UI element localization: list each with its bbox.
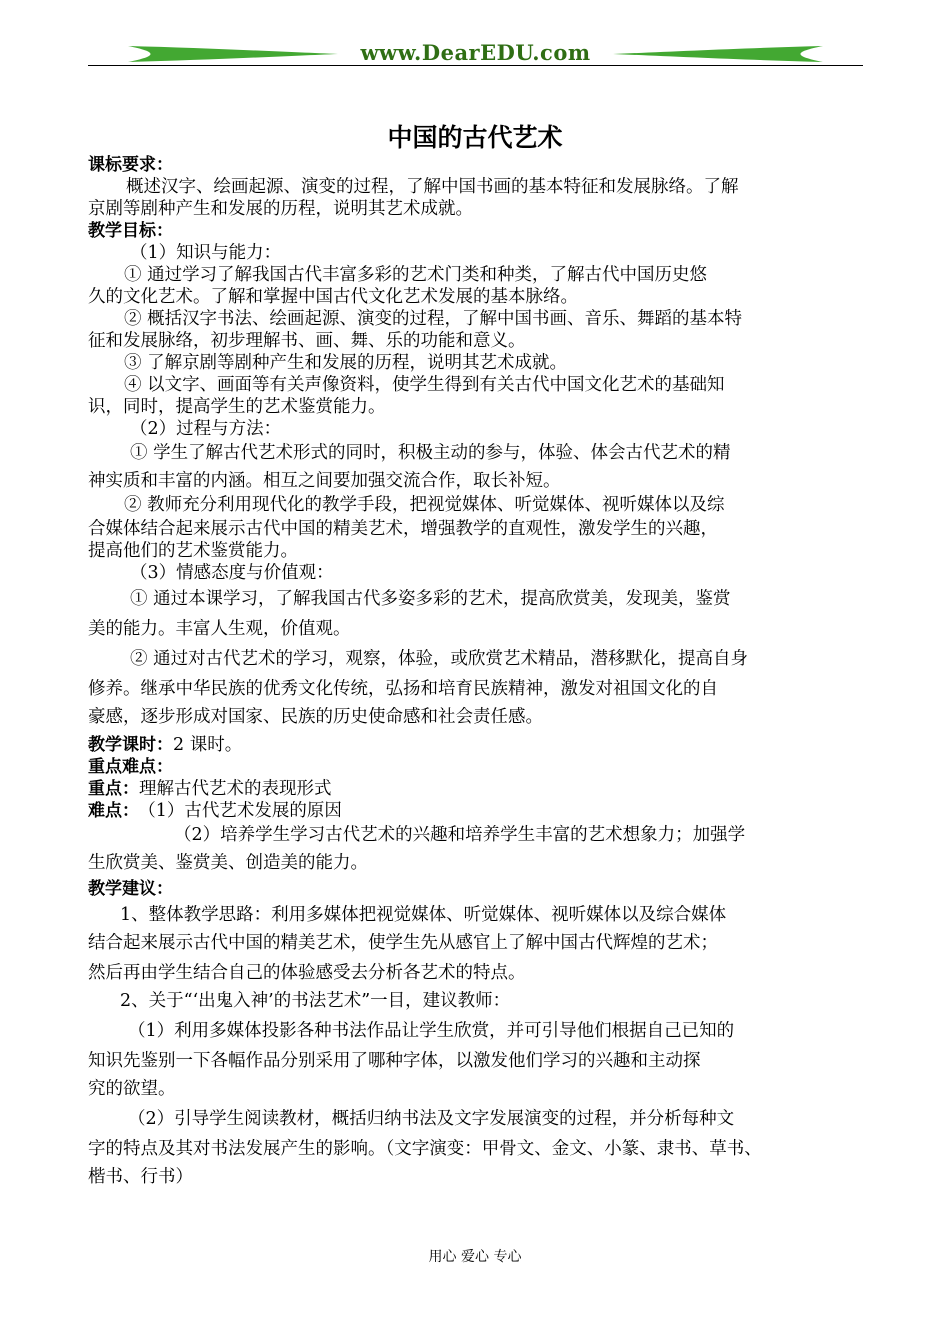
text-line: 美的能力。丰富人生观，价值观。 [88,619,351,639]
subsection-title-knowledge: （1）知识与能力： [130,243,282,263]
key-point-label: 重点： [88,779,139,799]
text-line: 神实质和丰富的内涵。相互之间要加强交流合作，取长补短。 [88,471,561,491]
text-line: 生欣赏美、鉴赏美、创造美的能力。 [88,853,368,873]
text-line: ① 通过本课学习，了解我国古代多姿多彩的艺术，提高欣赏美，发现美，鉴赏 [130,589,731,609]
section-heading-hours: 教学课时： [88,735,173,755]
text-line: 豪感，逐步形成对国家、民族的历史使命感和社会责任感。 [88,707,543,727]
text-line: ① 学生了解古代艺术形式的同时，积极主动的参与，体验、体会古代艺术的精 [130,443,731,463]
text-line: （2）培养学生学习古代艺术的兴趣和培养学生丰富的艺术想象力；加强学 [174,825,746,845]
text-line: 识，同时，提高学生的艺术鉴赏能力。 [88,397,386,417]
section-heading-goals: 教学目标： [88,221,173,241]
subsection-title-process: （2）过程与方法： [130,419,282,439]
text-line: 究的欲望。 [88,1079,176,1099]
text-line: ④ 以文字、画面等有关声像资料，使学生得到有关古代中国文化艺术的基础知 [124,375,725,395]
text-line: 1、整体教学思路：利用多媒体把视觉媒体、听觉媒体、视听媒体以及综合媒体 [120,905,727,925]
hours-line [88,734,242,756]
text-line: 征和发展脉络，初步理解书、画、舞、乐的功能和意义。 [88,331,526,351]
text-line: ② 教师充分利用现代化的教学手段，把视觉媒体、听觉媒体、视听媒体以及综 [124,495,725,515]
text-line: 久的文化艺术。了解和掌握中国古代文化艺术发展的基本脉络。 [88,287,578,307]
header-rule [88,65,863,66]
difficulty-label: 难点： [88,801,139,821]
section-heading-curriculum: 课标要求： [88,155,173,175]
text-line: 修养。继承中华民族的优秀文化传统，弘扬和培育民族精神，激发对祖国文化的自 [88,679,718,699]
text-line: （2）引导学生阅读教材，概括归纳书法及文字发展演变的过程，并分析每种文 [128,1109,735,1129]
subsection-title-attitude: （3）情感态度与价值观： [130,563,334,583]
text-line: 概述汉字、绘画起源、演变的过程，了解中国书画的基本特征和发展脉络。了解 [126,177,739,197]
text-line: 合媒体结合起来展示古代中国的精美艺术，增强教学的直观性，激发学生的兴趣， [88,519,718,539]
text-line: 字的特点及其对书法发展产生的影响。（文字演变：甲骨文、金文、小篆、隶书、草书、 [88,1139,762,1159]
key-point-text: 理解古代艺术的表现形式 [139,779,332,799]
key-point-line [88,778,332,800]
hours-value: 2 课时。 [173,735,243,755]
text-line: ② 概括汉字书法、绘画起源、演变的过程，了解中国书画、音乐、舞蹈的基本特 [124,309,743,329]
text-line: 京剧等剧种产生和发展的历程，说明其艺术成就。 [88,199,473,219]
site-url: www.DearEDU.com [360,40,591,65]
text-line: （1）利用多媒体投影各种书法作品让学生欣赏，并可引导他们根据自己已知的 [128,1021,735,1041]
text-line: 提高他们的艺术鉴赏能力。 [88,541,298,561]
text-line: ③ 了解京剧等剧种产生和发展的历程，说明其艺术成就。 [124,353,568,373]
section-heading-keypoints: 重点难点： [88,757,173,777]
text-line: 结合起来展示古代中国的精美艺术，使学生先从感官上了解中国古代辉煌的艺术； [88,933,718,953]
document-title: 中国的古代艺术 [387,123,563,152]
section-heading-suggestions: 教学建议： [88,879,173,899]
text-line: 知识先鉴别一下各幅作品分别采用了哪种字体，以激发他们学习的兴趣和主动探 [88,1051,701,1071]
difficulty-text: （1）古代艺术发展的原因 [147,801,342,821]
text-line: 2、关于“‘出鬼入神’的书法艺术”一目，建议教师： [120,991,511,1011]
text-line: ① 通过学习了解我国古代丰富多彩的艺术门类和种类，了解古代中国历史悠 [124,265,708,285]
page-footer: 用心 爱心 专心 [428,1249,522,1265]
text-line: ② 通过对古代艺术的学习，观察，体验，或欣赏艺术精品，潜移默化，提高自身 [130,649,749,669]
text-line: 楷书、行书） [88,1167,193,1187]
text-line: 然后再由学生结合自己的体验感受去分析各艺术的特点。 [88,963,526,983]
difficulty-line [88,800,342,822]
